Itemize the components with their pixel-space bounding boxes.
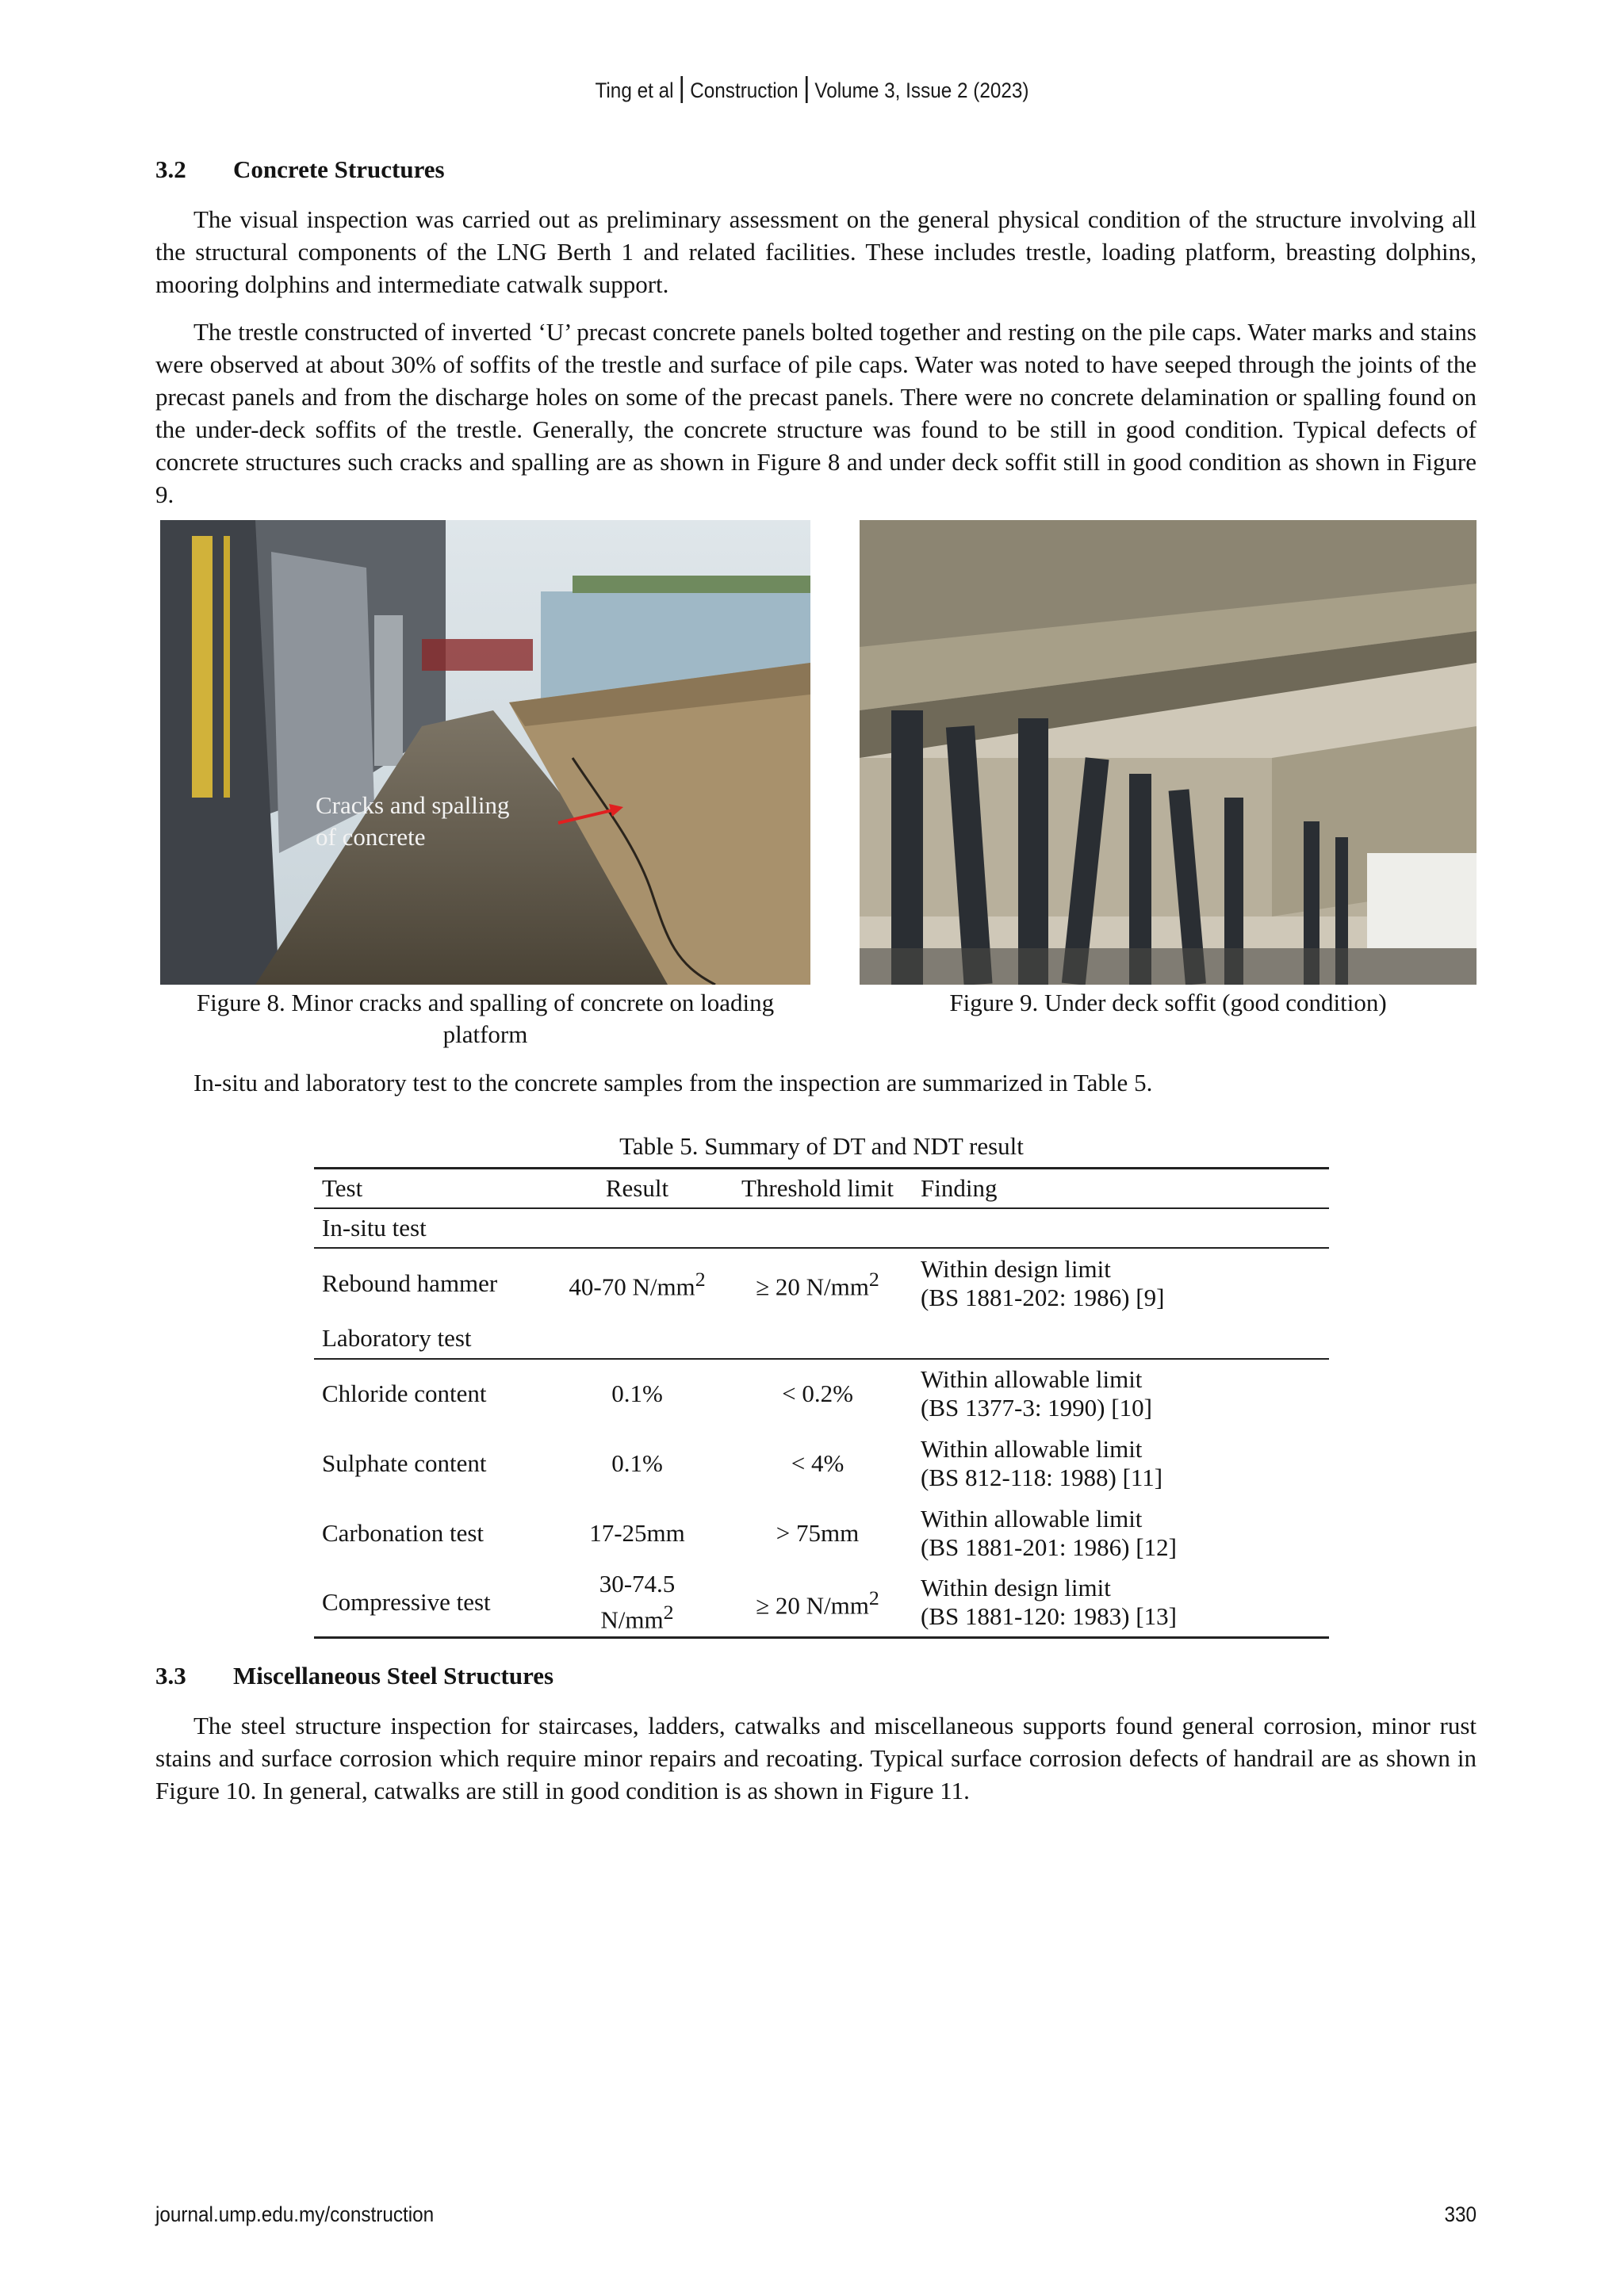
footer-url: journal.ump.edu.my/construction xyxy=(155,2202,435,2226)
cell-threshold: ≥ 20 $N/mm^2$ xyxy=(756,1268,879,1301)
table-row xyxy=(314,1359,1329,1429)
figure-9-photo xyxy=(860,520,1477,985)
table-row xyxy=(314,1498,1329,1568)
cell-test: Carbonation test xyxy=(322,1518,485,1547)
cell-finding: Within design limit (BS 1881-202: 1986) [9] xyxy=(921,1255,1165,1311)
table-row xyxy=(314,1429,1329,1498)
cell-test: Chloride content xyxy=(322,1380,487,1407)
section-title: Miscellaneous Steel Structures xyxy=(233,1662,554,1689)
paragraph-table-intro: In-situ and laboratory test to the concrete samples from the inspection are summarized in Table 5. xyxy=(193,1069,1153,1096)
table-header-row xyxy=(314,1169,1329,1208)
header-separator xyxy=(806,76,808,103)
cell-result: 40-70 $N/mm^2$ xyxy=(569,1268,706,1301)
header-finding: Finding xyxy=(921,1173,998,1202)
annotation-line-1: Cracks and spalling xyxy=(316,791,510,819)
page-number: 330 xyxy=(1444,2202,1477,2226)
figure-8-annotation xyxy=(316,790,510,853)
loading-platform-photo xyxy=(160,520,810,985)
section-heading-3-2 xyxy=(155,155,445,184)
table-row xyxy=(314,1568,1329,1638)
section-number: 3.3 xyxy=(155,1662,186,1689)
cell-result: 0.1% xyxy=(611,1380,663,1407)
section-number: 3.2 xyxy=(155,155,186,183)
cell-finding: Within allowable limit (BS 1881-201: 1986) [12] xyxy=(921,1504,1177,1561)
paragraph-trestle: The trestle constructed of inverted ‘U’ precast concrete panels bolted together and resting on the pile caps. Water marks and stains were observed at about 30% of soffits of the trestle and surface of pile caps. Water was noted to have seeped through the joints of the precast panels and from the discharge holes on some of the precast panels. There were no concrete delamination or spalling found on the under-deck soffits of the trestle. Generally, the concrete structure was found to be still in good condition. Typical defects of concrete structures such cracks and spalling are as shown in Figure 8 and under deck soffit still in good condition as shown in Figure 9. xyxy=(155,318,1477,508)
cell-result: 17-25mm xyxy=(589,1518,685,1547)
cell-threshold: < 4% xyxy=(791,1448,845,1477)
cell-finding: Within allowable limit (BS 1377-3: 1990) [10] xyxy=(921,1365,1152,1422)
paragraph-steel-structures: The steel structure inspection for staircases, ladders, catwalks and miscellaneous supports found general corrosion, minor rust stains and surface corrosion which require minor repairs and recoating. Typical surface corrosion defects of handrail are as shown in Figure 10. In general, catwalks are still in good condition is as shown in Figure 11. xyxy=(155,1712,1477,1804)
cell-threshold: ≥ 20 $N/mm^2$ xyxy=(756,1586,879,1620)
table-5-caption: Table 5. Summary of DT and NDT result xyxy=(619,1132,1024,1160)
section-row-laboratory xyxy=(314,1319,1329,1359)
table-row xyxy=(314,1248,1329,1319)
section-title: Concrete Structures xyxy=(233,155,445,183)
figure-8-photo xyxy=(160,520,810,985)
header-journal: Construction xyxy=(690,78,799,102)
header-test: Test xyxy=(322,1173,363,1202)
paragraph-visual-inspection: The visual inspection was carried out as preliminary assessment on the general physical condition of the structure involving all the structural components of the LNG Berth 1 and related facilities. These includes trestle, loading platform, breasting dolphins, mooring dolphins and intermediate catwalk support. xyxy=(155,205,1477,298)
cell-finding: Within allowable limit (BS 812-118: 1988) [11] xyxy=(921,1434,1163,1491)
red-arrow-icon xyxy=(557,799,625,831)
cell-threshold: > 75mm xyxy=(776,1518,860,1547)
table-5 xyxy=(314,1167,1329,1639)
cell-test: Compressive test xyxy=(322,1587,491,1616)
section-row-insitu xyxy=(314,1208,1329,1248)
header-authors: Ting et al xyxy=(595,78,674,102)
section-heading-3-3 xyxy=(155,1662,553,1690)
header-threshold: Threshold limit xyxy=(741,1173,894,1202)
cell-result: 0.1% xyxy=(611,1448,663,1477)
cell-finding: Within design limit (BS 1881-120: 1983) [13] xyxy=(921,1573,1177,1630)
cell-threshold: < 0.2% xyxy=(782,1380,853,1407)
running-header xyxy=(81,76,1542,103)
section-label: In-situ test xyxy=(322,1213,427,1242)
header-result: Result xyxy=(605,1173,669,1202)
figure-8-caption: Figure 8. Minor cracks and spalling of concrete on loading platform xyxy=(196,989,775,1048)
figure-9-caption: Figure 9. Under deck soffit (good condition) xyxy=(949,989,1387,1016)
header-separator xyxy=(681,76,684,103)
annotation-line-2: of concrete xyxy=(316,823,426,851)
under-deck-soffit-photo xyxy=(860,520,1477,985)
header-volume: Volume 3, Issue 2 (2023) xyxy=(814,78,1029,102)
section-label: Laboratory test xyxy=(322,1324,472,1352)
cell-test: Rebound hammer xyxy=(322,1269,498,1297)
cell-test: Sulphate content xyxy=(322,1448,487,1477)
cell-result: 30-74.5 $N/mm^2$ xyxy=(599,1570,676,1634)
